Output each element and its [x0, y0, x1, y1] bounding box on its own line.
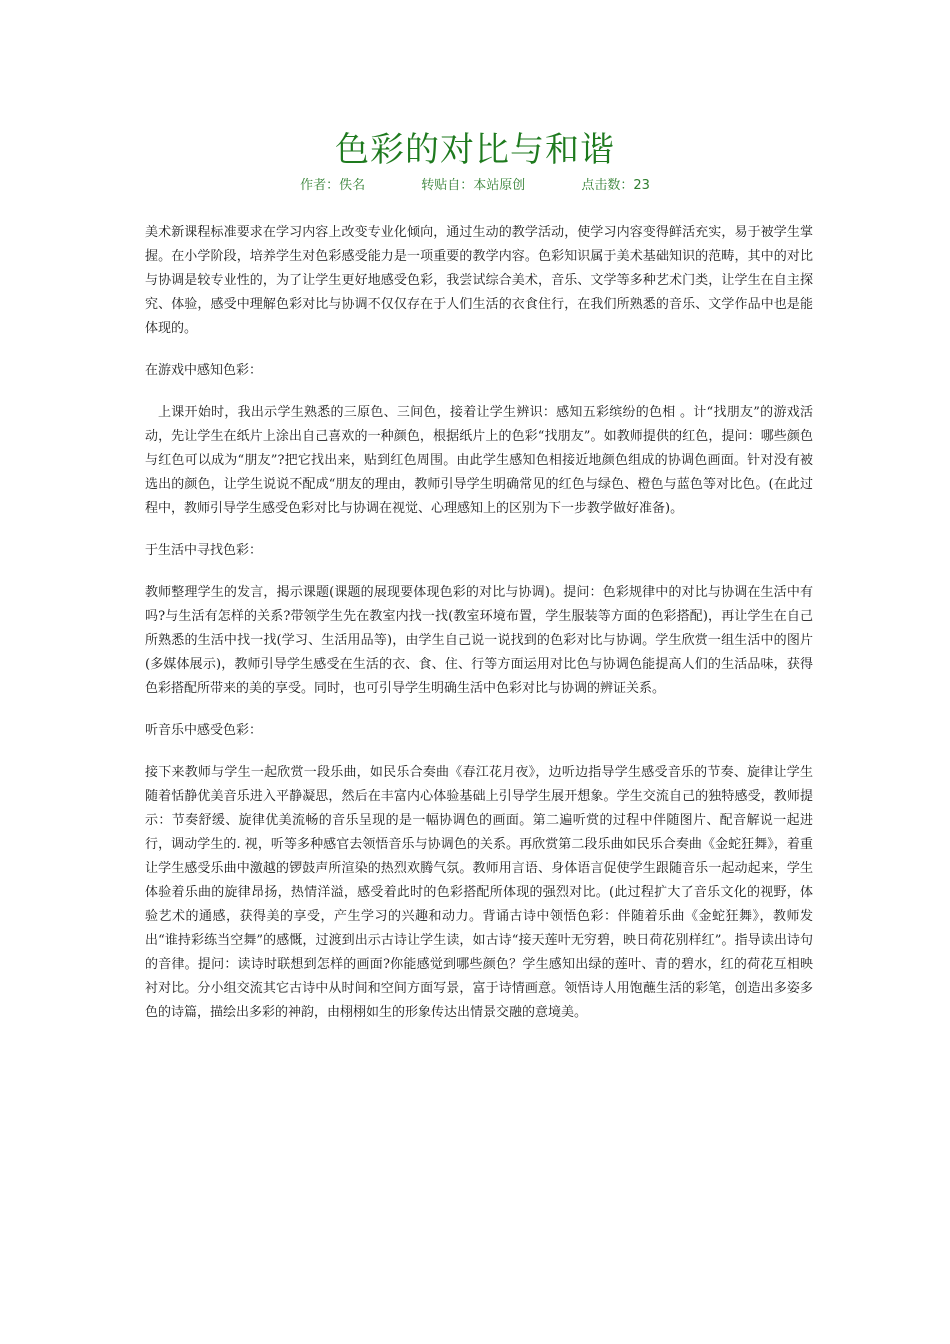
- page-title: 色彩的对比与和谐: [335, 130, 615, 170]
- author-label: 作者：佚名: [300, 178, 366, 193]
- life-paragraph: 教师整理学生的发言，揭示课题(课题的展现要体现色彩的对比与协调)。提问：色彩规律中的对比与协调在生活中有吗?与生活有怎样的关系?带领学生先在教室内找一找(教室环境布置，学生服装等方面的色彩搭配)，再让学生在自己所熟悉的生活中找一找(学习、生活用品等)，由学生自己说一说找到的色彩对比与协调。学生欣赏一组生活中的图片(多媒体展示)，教师引导学生感受在生活的衣、食、住、行等方面运用对比色与协调色能提高人们的生活品味，获得色彩搭配所带来的美的享受。同时，也可引导学生明确生活中色彩对比与协调的辨证关系。: [145, 585, 813, 696]
- section-heading-life: 于生活中寻找色彩：: [145, 543, 263, 558]
- article-body: [145, 221, 813, 1025]
- article-meta: [0, 176, 950, 196]
- music-paragraph: 接下来教师与学生一起欣赏一段乐曲，如民乐合奏曲《春江花月夜》，边听边指导学生感受音乐的节奏、旋律让学生随着恬静优美音乐进入平静凝思，然后在丰富内心体验基础上引导学生展开想象。学生交流自己的独特感受，教师提示：节奏舒缓、旋律优美流畅的音乐呈现的是一幅协调色的画面。第二遍听赏的过程中伴随图片、配音解说一起进行，调动学生的. 视，听等多种感官去领悟音乐与协调色的关系。再欣赏第二段乐曲如民乐合奏曲《金蛇狂舞》，着重让学生感受乐曲中激越的锣鼓声所渲染的热烈欢腾气氛。教师用言语、身体语言促使学生跟随音乐一起动起来，学生体验着乐曲的旋律昂扬，热情洋溢，感受着此时的色彩搭配所体现的强烈对比。(此过程扩大了音乐文化的视野，体验艺术的通感，获得美的享受，产生学习的兴趣和动力。背诵古诗中领悟色彩：伴随着乐曲《金蛇狂舞》，教师发出“谁持彩练当空舞”的感慨，过渡到出示古诗让学生读，如古诗“接天莲叶无穷碧，映日荷花别样红”。指导读出诗句的音律。提问：读诗时联想到怎样的画面?你能感觉到哪些颜色？学生感知出绿的莲叶、青的碧水，红的荷花互相映衬对比。分小组交流其它古诗中从时间和空间方面写景，富于诗情画意。领悟诗人用饱蘸生活的彩笔，创造出多姿多色的诗篇，描绘出多彩的神韵，由栩栩如生的形象传达出情景交融的意境美。: [145, 765, 813, 1020]
- source-label: 转贴自：本站原创: [421, 178, 526, 193]
- section-heading-game: 在游戏中感知色彩：: [145, 363, 263, 378]
- hit-count-label: 点击数：23: [581, 178, 650, 193]
- game-paragraph: 上课开始时，我出示学生熟悉的三原色、三间色，接着让学生辨识：感知五彩缤纷的色相 。计“找朋友”的游戏活动，先让学生在纸片上涂出自己喜欢的一种颜色，根据纸片上的色彩“找朋友”。如教师提供的红色，提问：哪些颜色与红色可以成为“朋友”?把它找出来，贴到红色周围。由此学生感知色相接近地颜色组成的协调色画面。针对没有被选出的颜色，让学生说说不配成“朋友的理由，教师引导学生明确常见的红色与绿色、橙色与蓝色等对比色。(在此过程中，教师引导学生感受色彩对比与协调在视觉、心理感知上的区别为下一步教学做好准备)。: [145, 405, 813, 516]
- section-heading-music: 听音乐中感受色彩：: [145, 723, 263, 738]
- intro-paragraph: 美术新课程标准要求在学习内容上改变专业化倾向，通过生动的教学活动，使学习内容变得鲜活充实，易于被学生掌握。在小学阶段，培养学生对色彩感受能力是一项重要的教学内容。色彩知识属于美术基础知识的范畴，其中的对比与协调是较专业性的，为了让学生更好地感受色彩，我尝试综合美术，音乐、文学等多种艺术门类，让学生在自主探究、体验，感受中理解色彩对比与协调不仅仅存在于人们生活的衣食住行，在我们所熟悉的音乐、文学作品中也是能体现的。: [145, 225, 813, 336]
